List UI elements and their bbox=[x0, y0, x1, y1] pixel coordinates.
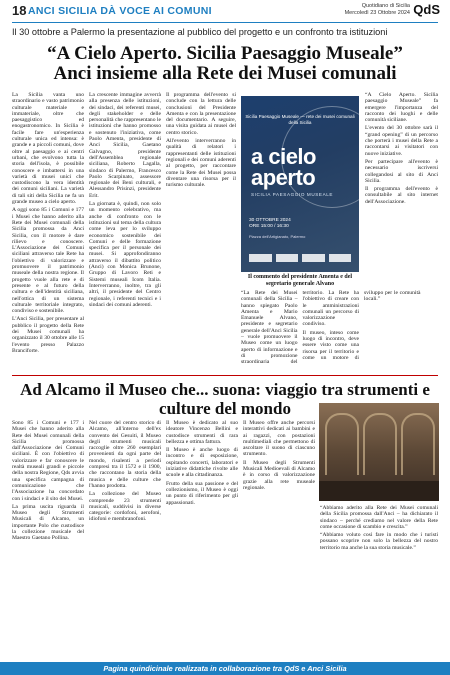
page-footer bbox=[0, 662, 450, 675]
poster-date-time: ORE 15:00 / 16:30 bbox=[249, 224, 289, 229]
sponsor-logo bbox=[249, 254, 272, 262]
poster-title bbox=[251, 146, 316, 188]
photo-arch bbox=[363, 413, 397, 475]
publication-info bbox=[345, 3, 410, 17]
publication-date: Mercoledì 23 Ottobre 2024 bbox=[344, 10, 410, 16]
paragraph: Il Museo degli Strumenti Musicali Medioevali di Alcamo è in corso di valorizzazione grazie alla rete museale regionale. bbox=[243, 459, 315, 491]
article-divider bbox=[12, 375, 438, 376]
article2-column-5 bbox=[320, 505, 438, 658]
paragraph: Il programma dell'evento è consultabile al sito internet dell'Associazione. bbox=[365, 186, 438, 205]
museum-photo bbox=[319, 403, 439, 501]
paragraph: Frutto della sua passione e del collezionismo, il Museo è oggi un punto di riferimento per gli appassionati. bbox=[166, 480, 238, 506]
poster-top-text: Sicilia Paesaggio Museale — rete dei musei comunali della Sicilia bbox=[245, 114, 355, 125]
photo-arch bbox=[401, 413, 435, 475]
sponsor-logo bbox=[302, 254, 325, 262]
paragraph: Il Museo offre anche percorsi interattivi dedicati ai bambini e ai ragazzi, con postazioni multimediali che permettono di ascoltare il suono di ciascuno strumento. bbox=[243, 420, 315, 458]
section-title: ANCI SICILIA DÀ VOCE AI COMUNI bbox=[28, 5, 212, 17]
paragraph: La collezione del Museo comprende 23 strumenti musicali, suddivisi in diverse categorie: cordofoni, aerofoni, idiofoni e membranofoni. bbox=[89, 491, 161, 523]
article1-headline bbox=[12, 44, 438, 84]
paragraph: Per partecipare all'evento è necessario iscriversi collegandosi al sito di Anci Sicilia. bbox=[365, 158, 438, 184]
poster-place: Piazza dell'Artigianato, Palermo bbox=[249, 234, 306, 239]
event-poster-image bbox=[241, 96, 359, 272]
paragraph: La prima uscita riguarda il Museo degli Strumenti Musicali di Alcamo, un importante Polo che custodisce la collezione musicale del Maestro Gaetano Pollina. bbox=[12, 503, 84, 542]
article2-column-4 bbox=[243, 420, 315, 658]
photo-arch bbox=[325, 413, 359, 475]
poster-title-line1: a cielo bbox=[251, 144, 316, 169]
article1-column-3 bbox=[166, 92, 236, 370]
header-divider bbox=[12, 22, 438, 23]
paragraph: Il museo, inteso come luogo di incontro, deve essere visto come una risorsa per il territorio e come un motore di sviluppo per le comunità locali.” bbox=[302, 290, 421, 361]
article1-column-2 bbox=[89, 92, 161, 370]
poster-sponsor-logos bbox=[249, 254, 351, 264]
sponsor-logo bbox=[276, 254, 299, 262]
article2-column-3 bbox=[166, 420, 238, 658]
publication-name: Quotidiano di Sicilia bbox=[361, 3, 410, 9]
article1-column-4 bbox=[241, 290, 421, 370]
poster-date-day: 30 OTTOBRE 2024 bbox=[249, 218, 291, 223]
paragraph: L'evento del 30 ottobre sarà il “grand opening” di un percorso che porterà i musei della Rete a raccontarsi ai visitatori con nuove iniziative. bbox=[365, 125, 438, 157]
article1-kicker: Il 30 ottobre a Palermo la presentazione al pubblico del progetto e un confronto tra istituzioni bbox=[12, 27, 388, 37]
article1-column-5 bbox=[365, 92, 438, 370]
paragraph: L'Anci Sicilia, per presentare al pubblico il progetto della Rete dei Musei comunali ha organizzato il 30 ottobre alle 15 l'evento presso Palazzo Branciforte. bbox=[12, 316, 84, 354]
paragraph: Il Museo è dedicato al suo ideatore Vincenzo Bellini e custodisce strumenti di rara bellezza e ottima fattura. bbox=[166, 420, 238, 445]
page-header bbox=[0, 0, 450, 22]
poster-subtitle: SICILIA PAESAGGIO MUSEALE bbox=[251, 192, 334, 197]
publication-logo: QdS bbox=[413, 2, 440, 17]
page-number: 18 bbox=[12, 3, 27, 18]
paragraph: La giornata è, quindi, non solo un momento celebrativo, ma anche di confronto con le istituzioni sul tema della cultura come leva per lo sviluppo economico sostenibile dei Comuni e delle formazione specifica per il personale dei musei. Si approfondiranno attraverso il dibattito politico (Anci) con Monica Brunone, Gruppo di Lavoro Reti e Sistemi museali Icom Italia. Interverranno, inoltre, tra gli altri, il presidente del Centro regionale, i referenti tecnici e i sindaci dei comuni aderenti. bbox=[89, 201, 161, 308]
article1-column-1 bbox=[12, 92, 84, 370]
article2-column-1 bbox=[12, 420, 84, 658]
paragraph: Nel cuore del centro storico di Alcamo, all'interno dell'ex convento dei Gesuiti, il Museo degli strumenti musicali raccoglie oltre 260 esemplari provenienti da ogni parte del mondo, risalenti a periodi compresi tra il 1572 e il 1900, che raccontano la storia della musica e delle culture che l'hanno prodotta. bbox=[89, 420, 161, 489]
paragraph: A oggi sono 85 i Comuni e 177 i Musei che hanno aderito alla Rete dei Musei comunali della Sicilia promossa da Anci Sicilia, con il motore è dare rilievo e conoscere. L'Associazione dei Comuni siciliani attraverso tale Rete ha l'obiettivo di valorizzare e promuovere il patrimonio museale della nostra regione. Il progetto vuole alla rete e di presente e al futuro della cultura e dell'identità siciliana, nell'ottica di un sistema culturale territoriale integrato, condiviso e sostenibile. bbox=[12, 207, 84, 315]
paragraph: “A Cielo Aperto. Sicilia paesaggio Museale” fa emergere l'importanza del racconto dei luoghi e delle comunità siciliane. bbox=[365, 92, 438, 124]
poster-title-line2: aperto bbox=[251, 165, 316, 190]
paragraph: Il Museo è anche luogo di incontro e di esposizione, ospitando concerti, laboratori e iniziative didattiche rivolte alle scuole e alla cittadinanza. bbox=[166, 447, 238, 479]
article1-subheading: Il commento del presidente Amenta e del segretario generale Alvano bbox=[247, 274, 353, 287]
paragraph: “Abbiamo voluto così fare in modo che i turisti possano scoprire non solo la bellezza del nostro territorio ma anche la sua storia musicale.” bbox=[320, 532, 438, 551]
paragraph: La Sicilia vanta uno straordinario e vasto patrimonio culturale materiale e immateriale, oltre che paesaggistico ed enogastronomico. In Sicilia è facile fare un'esperienza culturale unica ed intensa: è grande e a piccoli comuni, dove oltre al paesaggio e ai centri urbani, che evolvono tutta la storia dell'isola, è possibile conoscere e imbattersi in una varietà di musei unici che custodiscono la vera identità dei comuni siciliani. La varietà di tali siti della Sicilia ne fa un grande museo a cielo aperto. bbox=[12, 92, 84, 206]
paragraph: “La Rete dei Musei comunali della Sicilia – hanno spiegato Paolo Amenta e Mario Emanuele Alvano, presidente e segretario generale dell'Anci Sicilia – vuole promuovere il Museo come un luogo aperto di informazione e di promozione straordinaria del territorio. La Rete ha l'obiettivo di creare con le amministrazioni comunali un percorso di valorizzazione condiviso. bbox=[241, 290, 359, 366]
paragraph: All'evento interverranno in qualità di relatori i rappresentanti delle istituzioni regionali e dei comuni aderenti al progetto, per raccontare come la Rete dei Musei possa diventare una risorsa per il turismo culturale. bbox=[166, 138, 236, 189]
paragraph: Sono 85 i Comuni e 177 i Musei che hanno aderito alla Rete dei Musei comunali della Sicilia promossa dall'Associazione dei Comuni siciliani. È con l'obiettivo di valorizzare e far conoscere le realtà museali grandi e piccole della nostra Regione, Qds avvia una specifica campagna di comunicazione che l'Associazione ha concordato con i sindaci e il sito dei Musei. bbox=[12, 420, 84, 502]
article1-headline-line1: “A Cielo Aperto. Sicilia Paesaggio Museale” bbox=[47, 43, 403, 64]
footer-text: Pagina quindicinale realizzata in collaborazione tra QdS e Anci Sicilia bbox=[103, 664, 347, 673]
article1-headline-line2: Anci insieme alla Rete dei Musei comunali bbox=[53, 63, 397, 84]
photo-floor bbox=[319, 481, 439, 501]
poster-date bbox=[249, 218, 291, 230]
paragraph: “Abbiamo aderito alla Rete dei Musei comunali della Sicilia promossa dall'Anci – ha dichiarato il sindaco – perché crediamo nel valore della Rete come occasione di scambio e crescita.” bbox=[320, 505, 438, 530]
paragraph: Il programma dell'evento si conclude con la lettura delle conclusioni del Presidente Amenta e con la presentazione del documentario. A seguire, una visita guidata ai musei del centro storico. bbox=[166, 92, 236, 136]
article2-column-2 bbox=[89, 420, 161, 658]
sponsor-logo bbox=[329, 254, 352, 262]
article2-headline: Ad Alcamo il Museo che... suona: viaggio tra strumenti e culture del mondo bbox=[20, 380, 430, 418]
paragraph: La crescente immagine avverrà alla presenza delle istituzioni, dei sindaci, dei referenti musei, degli stakeholder e delle personalità che rappresentano le istituzioni che hanno promosso e sostenuto l'iniziativa, come Paolo Amenta, presidente di Anci Sicilia, Gaetano Galvagno, presidente dell'Assemblea regionale siciliana, Roberto Lagalla, sindaco di Palermo, Francesco Paolo Scarpinato, assessore regionale dei Beni culturali, e Alessandro Prisinzi, presidente Erit. bbox=[89, 92, 161, 199]
